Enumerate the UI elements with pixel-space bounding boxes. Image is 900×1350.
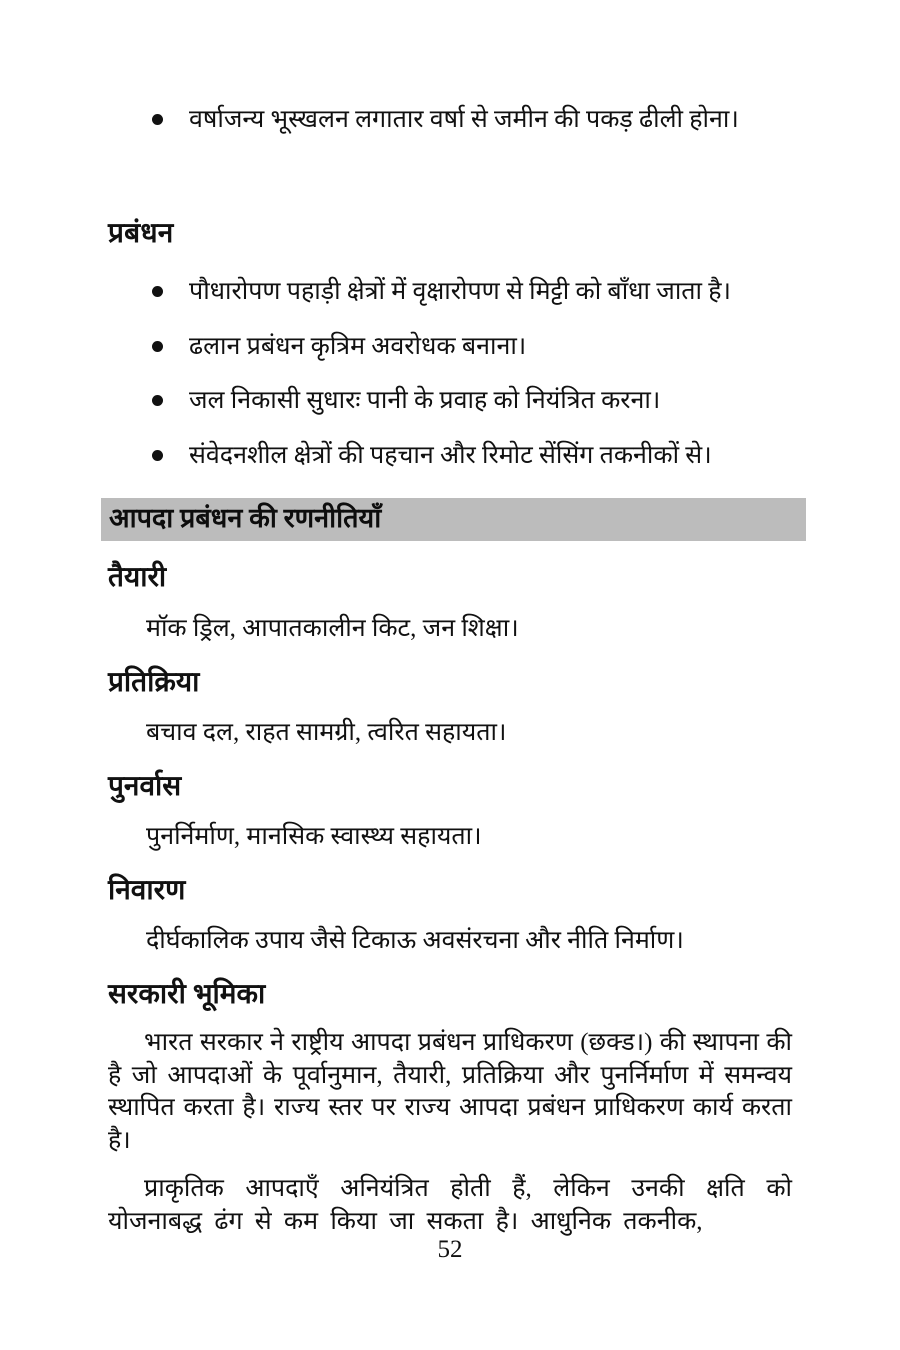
- bullet-icon: [152, 450, 163, 461]
- strategies-section-bar: आपदा प्रबंधन की रणनीतियाँ: [101, 498, 806, 541]
- list-item: [108, 276, 792, 309]
- management-list: [108, 276, 792, 472]
- list-item: [108, 104, 792, 137]
- bullet-icon: [152, 395, 163, 406]
- government-role-heading: सरकारी भूमिका: [108, 978, 266, 1010]
- government-paragraph-1: भारत सरकार ने राष्ट्रीय आपदा प्रबंधन प्राधिकरण (छक्ड।) की स्थापना की है जो आपदाओं के पूर्वानुमान, तैयारी, प्रतिक्रिया और पुनर्निर्माण में समन्वय स्थापित करता है। राज्य स्तर पर राज्य आपदा प्रबंधन प्राधिकरण कार्य करता है।: [108, 1029, 792, 1154]
- list-item: [108, 331, 792, 364]
- page-number: 52: [437, 1236, 463, 1263]
- strategy-title-rehabilitation: पुनर्वास: [108, 770, 182, 802]
- bullet-icon: [152, 286, 163, 297]
- strategy-text-rehabilitation: पुनर्निर्माण, मानसिक स्वास्थ्य सहायता।: [146, 823, 482, 851]
- strategy-title-preparedness: तैयारी: [108, 562, 167, 594]
- list-item-text: ढलान प्रबंधन कृत्रिम अवरोधक बनाना।: [189, 332, 527, 360]
- list-item-text: वर्षाजन्य भूस्खलन लगातार वर्षा से जमीन की पकड़ ढीली होना।: [189, 106, 739, 133]
- landslide-causes-list: [108, 104, 792, 137]
- list-item: [108, 440, 792, 473]
- strategy-text-response: बचाव दल, राहत सामग्री, त्वरित सहायता।: [146, 719, 507, 747]
- strategy-title-prevention: निवारण: [108, 874, 186, 906]
- list-item: [108, 385, 792, 418]
- list-item-text: संवेदनशील क्षेत्रों की पहचान और रिमोट सेंसिंग तकनीकों से।: [189, 441, 712, 469]
- list-item-text: जल निकासी सुधारः पानी के प्रवाह को नियंत्रित करना।: [189, 387, 661, 415]
- strategy-text-prevention: दीर्घकालिक उपाय जैसे टिकाऊ अवसंरचना और नीति निर्माण।: [146, 927, 684, 955]
- bullet-icon: [152, 114, 163, 125]
- strategy-text-preparedness: मॉक ड्रिल, आपातकालीन किट, जन शिक्षा।: [146, 615, 519, 643]
- bullet-icon: [152, 341, 163, 352]
- list-item-text: पौधारोपण पहाड़ी क्षेत्रों में वृक्षारोपण से मिट्टी को बाँधा जाता है।: [189, 278, 732, 306]
- strategy-title-response: प्रतिक्रिया: [108, 666, 200, 698]
- government-paragraph-2: प्राकृतिक आपदाएँ अनियंत्रित होती हैं, लेकिन उनकी क्षति को योजनाबद्ध ढंग से कम किया जा सकता है। आधुनिक तकनीक,: [108, 1175, 792, 1235]
- management-heading: प्रबंधन: [108, 217, 174, 249]
